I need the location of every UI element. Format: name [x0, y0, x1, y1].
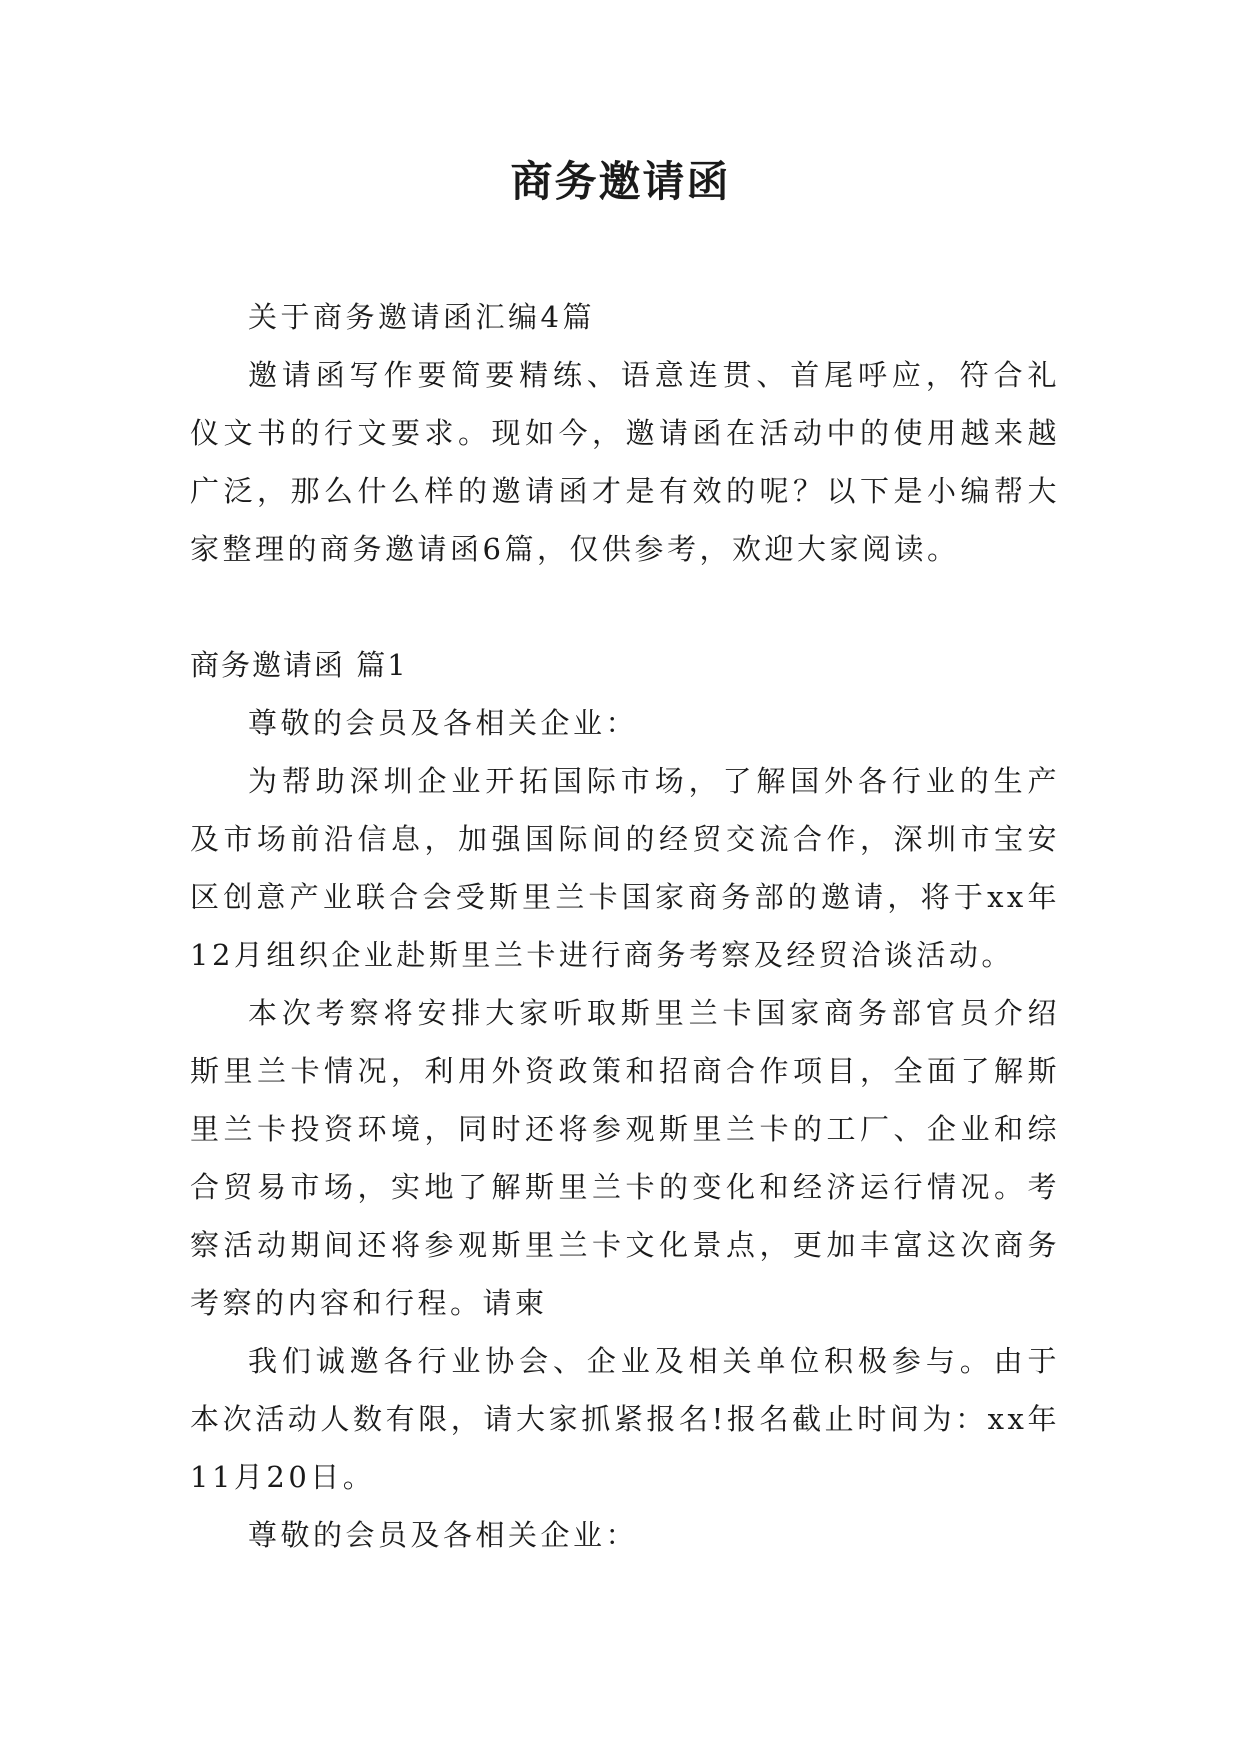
- paragraph-salutation: 尊敬的会员及各相关企业：: [248, 706, 639, 740]
- section-heading-1: 商务邀请函 篇1: [190, 648, 408, 682]
- paragraph-intro-title: 关于商务邀请函汇编4篇: [248, 300, 595, 334]
- document-body: [190, 288, 1060, 1564]
- paragraph-itinerary: 本次考察将安排大家听取斯里兰卡国家商务部官员介绍斯里兰卡情况，利用外资政策和招商合作项目，全面了解斯里兰卡投资环境，同时还将参观斯里兰卡的工厂、企业和综合贸易市场，实地了解斯里兰卡的变化和经济运行情况。考察活动期间还将参观斯里兰卡文化景点，更加丰富这次商务考察的内容和行程。请柬: [190, 996, 1060, 1320]
- document-title: 商务邀请函: [510, 157, 731, 206]
- paragraph-intro: 邀请函写作要简要精练、语意连贯、首尾呼应，符合礼仪文书的行文要求。现如今，邀请函在活动中的使用越来越广泛，那么什么样的邀请函才是有效的呢？以下是小编帮大家整理的商务邀请函6篇，仅供参考，欢迎大家阅读。: [190, 358, 1060, 566]
- paragraph-purpose: 为帮助深圳企业开拓国际市场，了解国外各行业的生产及市场前沿信息，加强国际间的经贸交流合作，深圳市宝安区创意产业联合会受斯里兰卡国家商务部的邀请，将于xx年12月组织企业赴斯里兰卡进行商务考察及经贸洽谈活动。: [190, 764, 1060, 972]
- paragraph-invitation: 我们诚邀各行业协会、企业及相关单位积极参与。由于本次活动人数有限，请大家抓紧报名!报名截止时间为：xx年11月20日。: [190, 1344, 1060, 1494]
- paragraph-salutation-2: 尊敬的会员及各相关企业：: [248, 1518, 639, 1552]
